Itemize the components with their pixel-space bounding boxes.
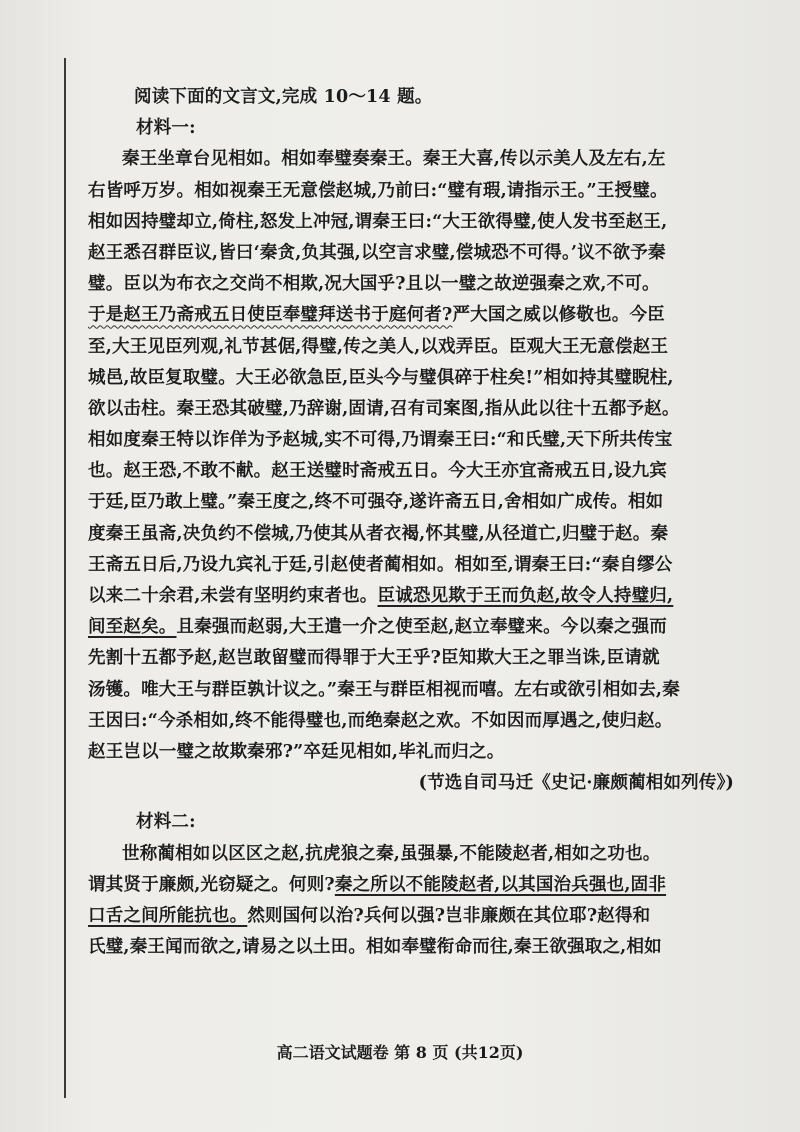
- passage-line: 王因曰:“今杀相如,终不能得璧也,而绝秦赵之欢。不如因而厚遇之,使归赵。: [88, 710, 673, 731]
- underlined-sentence: 口舌之间所能抗也。: [88, 905, 248, 926]
- binding-margin-line: [64, 58, 66, 1098]
- passage-line: 世称蔺相如以区区之赵,抗虎狼之秦,虽强暴,不能陵赵者,相如之功也。: [122, 843, 661, 864]
- passage-line: 相如因持璧却立,倚柱,怒发上冲冠,谓秦王曰:“大王欲得璧,使人发书至赵王,: [88, 211, 668, 232]
- material-2-passage: [88, 839, 738, 964]
- material-2-title: 材料二:: [136, 812, 196, 833]
- passage-line: [88, 901, 738, 932]
- line-prefix: 谓其贤于廉颇,光窃疑之。何则?: [88, 874, 335, 895]
- passage-line: 赵王岂以一璧之故欺秦邪?”卒廷见相如,毕礼而归之。: [88, 741, 505, 762]
- passage-line: [88, 581, 738, 612]
- passage-line: 城邑,故臣复取璧。大王必欲急臣,臣头今与璧俱碎于柱矣!”相如持其璧睨柱,: [88, 367, 674, 388]
- passage-line: [88, 870, 738, 901]
- wavy-underlined-sentence: 于是赵王乃斋戒五日使臣奉璧拜送书于庭何者?: [88, 305, 453, 326]
- underlined-sentence: 臣诚恐见欺于王而负赵,故令人持璧归,: [377, 586, 674, 606]
- line-prefix: 以来二十余君,未尝有坚明约束者也。: [88, 586, 378, 606]
- passage-line: 汤镬。唯大王与群臣孰计议之。”秦王与群臣相视而嘻。左右或欲引相如去,秦: [88, 679, 680, 700]
- line-remainder: 且秦强而赵弱,大王遣一介之使至赵,赵立奉璧来。今以秦之强而: [176, 617, 667, 638]
- material-1-source: (节选自司马迁《史记·廉颇蔺相如列传》): [418, 773, 734, 794]
- passage-line: 至,大王见臣列观,礼节甚倨,得璧,传之美人,以戏弄臣。臣观大王无意偿赵王: [88, 336, 669, 357]
- underlined-sentence: 间至赵矣。: [88, 617, 177, 638]
- passage-line: 氏璧,秦王闻而欲之,请易之以土田。相如奉璧衔命而往,秦王欲强取之,相如: [88, 937, 662, 958]
- passage-line: 秦王坐章台见相如。相如奉璧奏秦王。秦王大喜,传以示美人及左右,左: [122, 149, 666, 170]
- page-footer: 高二语文试题卷 第 8 页 (共12页): [276, 1043, 524, 1062]
- passage-line: 王斋五日后,乃设九宾礼于廷,引赵使者蔺相如。相如至,谓秦王曰:“秦自缪公: [88, 554, 673, 575]
- passage-line: 也。赵王恐,不敢不献。赵王送璧时斋戒五日。今大王亦宜斋戒五日,设九宾: [88, 461, 667, 482]
- passage-line: 璧。臣以为布衣之交尚不相欺,况大国乎?且以一璧之故逆强秦之欢,不可。: [88, 274, 660, 295]
- line-remainder: 然则国何以治?兵何以强?岂非廉颇在其位耶?赵得和: [247, 905, 651, 926]
- material-1-passage: [88, 144, 738, 768]
- underlined-sentence: 秦之所以不能陵赵者,以其国治兵强也,固非: [334, 874, 667, 895]
- material-1-title: 材料一:: [136, 118, 196, 139]
- passage-line: 先割十五都予赵,赵岂敢留璧而得罪于大王乎?臣知欺大王之罪当诛,臣请就: [88, 648, 660, 669]
- passage-line: 于廷,臣乃敢上璧。”秦王度之,终不可强夺,遂许斋五日,舍相如广成传。相如: [88, 492, 664, 513]
- passage-line: [88, 612, 738, 643]
- page-content: [88, 82, 738, 963]
- passage-line: 欲以击柱。秦王恐其破璧,乃辞谢,固请,召有司案图,指从此以往十五都予赵。: [88, 398, 680, 419]
- passage-line: 赵王悉召群臣议,皆曰‘秦贪,负其强,以空言求璧,偿城恐不可得。’议不欲予秦: [88, 242, 666, 263]
- passage-line: 度秦王虽斋,决负约不偿城,乃使其从者衣褐,怀其璧,从径道亡,归璧于赵。秦: [88, 523, 669, 544]
- passage-line: [88, 300, 738, 331]
- line-remainder: 严大国之威以修敬也。今臣: [452, 305, 665, 326]
- question-instruction: 阅读下面的文言文,完成 10～14 题。: [134, 87, 433, 107]
- passage-line: 相如度秦王特以诈佯为予赵城,实不可得,乃谓秦王曰:“和氏璧,天下所共传宝: [88, 430, 673, 451]
- passage-line: 右皆呼万岁。相如视秦王无意偿赵城,乃前曰:“璧有瑕,请指示王。”王授璧。: [88, 180, 668, 201]
